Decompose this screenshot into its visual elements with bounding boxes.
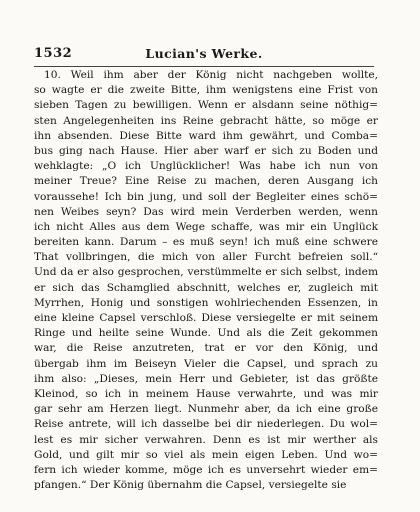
page-header [34,46,374,64]
text-line: er sich das Schamglied abschnitt, welches er, zugleich mit [34,281,378,294]
text-line: Gold, und gilt mir so viel als mein eigen Leben. Und wo= [34,448,378,461]
text-line: eine kleine Capsel verschloß. Diese versiegelte er mit seinem [34,312,378,324]
header-rule [34,66,374,67]
page-number: 1532 [34,46,73,61]
text-line: sieben Tagen zu bewilligen. Wenn er alsdann seine nöthig= [34,99,378,112]
text-line: bus ging nach Hause. Hier aber warf er sich zu Boden und [34,144,378,157]
running-title: Lucian's Werke. [145,46,263,61]
text-line: wehklagte: „O ich Unglücklicher! Was habe ich nun von [34,160,378,173]
text-line: Reise antrete, will ich dasselbe bei dir niederlegen. Du wol= [34,418,378,431]
text-line: nen Weibes seyn? Das wird mein Verderben werden, wenn [34,205,378,218]
text-line: Kleinod, so ich in meinem Hause verwahrte, und was mir [34,387,378,400]
text-line: übergab ihm im Beiseyn Vieler die Capsel, und sprach zu [34,357,378,370]
text-line: bereiten kann. Darum – es muß seyn! ich muß eine schwere [34,236,378,249]
body-text [34,68,378,493]
text-line: ihm also: „Dieses, mein Herr und Gebieter, ist das größte [34,372,378,385]
text-line: 10. Weil ihm aber der König nicht nachgeben wollte, [44,69,378,81]
text-line: lest es mir sicher verwahren. Denn es ist mir werther als [34,433,378,446]
text-line: meiner Treue? Eine Reise zu machen, deren Ausgang ich [34,175,378,188]
text-line: Ringe und heilte seine Wunde. Und als die Zeit gekommen [34,327,378,340]
text-line: ich nicht Alles aus dem Wege schaffe, was mir ein Unglück [34,220,378,233]
text-line: so wagte er die zweite Bitte, ihm wenigstens eine Frist von [34,84,378,97]
text-line: voraussehe! Ich bin jung, und soll der Begleiter eines schö= [34,190,378,203]
text-line: sten Angelegenheiten ins Reine gebracht hätte, so möge er [34,114,378,127]
text-line: fern ich wieder komme, möge ich es unversehrt wieder em= [34,463,378,476]
text-line: Myrrhen, Honig und sonstigen wohlriechenden Essenzen, in [34,296,378,309]
text-line: ihn absenden. Diese Bitte ward ihm gewährt, und Comba= [34,129,378,142]
text-line: pfangen.“ Der König übernahm die Capsel, versiegelte sie [34,479,347,492]
text-line: war, die Reise anzutreten, trat er vor den König, und [34,342,378,355]
text-line: Und da er also gesprochen, verstümmelte er sich selbst, indem [34,266,378,279]
text-line: That vollbringen, die mich von aller Furcht befreien soll.“ [34,251,378,264]
text-line: gar sehr am Herzen liegt. Nunmehr aber, da ich eine große [34,403,378,416]
